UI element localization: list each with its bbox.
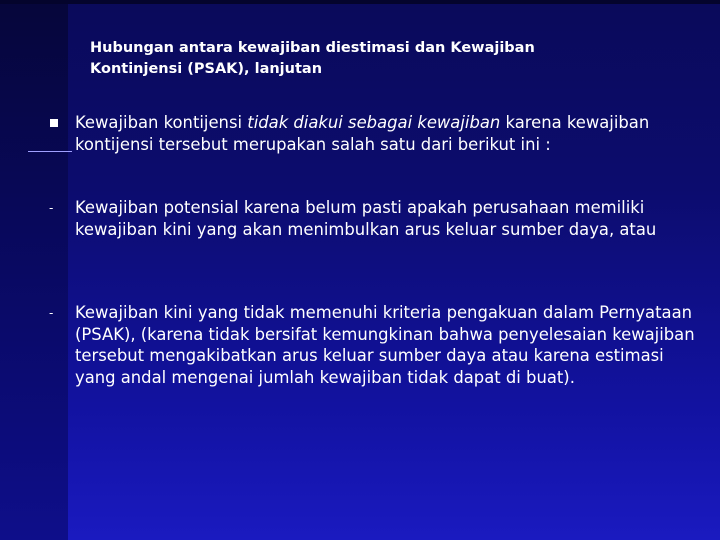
left-accent-bar [0,0,68,540]
list-item-text-start: Kewajiban kontijensi [75,113,248,132]
slide-title [90,38,650,80]
list-item [45,112,695,155]
slide-title-line-1: Hubungan antara kewajiban diestimasi dan Kewajiban [90,40,535,56]
list-item [45,302,695,388]
list-item-text: Kewajiban kini yang tidak memenuhi kriteria pengakuan dalam Pernyataan (PSAK), (karena tidak bersifat kemungkinan bahwa penyelesaian kewajiban tersebut mengakibatkan arus keluar sumber daya atau karena estimasi yang andal mengenai jumlah kewajiban tidak dapat di buat). [75,303,695,387]
list-item [45,197,695,240]
dash-bullet: - [49,201,54,215]
list-item-text [75,112,695,155]
dash-bullet: - [49,306,54,320]
list-item-text: Kewajiban potensial karena belum pasti apakah perusahaan memiliki kewajiban kini yang akan menimbulkan arus keluar sumber daya, atau [75,198,657,239]
slide-title-line-2: Kontinjensi (PSAK), lanjutan [90,61,323,77]
list-item-text-emphasis: tidak diakui sebagai kewajiban [247,113,501,132]
list-item-text-end: karena kewajiban kontijensi tersebut merupakan salah satu dari berikut ini : [75,113,650,154]
top-rule [0,0,720,4]
